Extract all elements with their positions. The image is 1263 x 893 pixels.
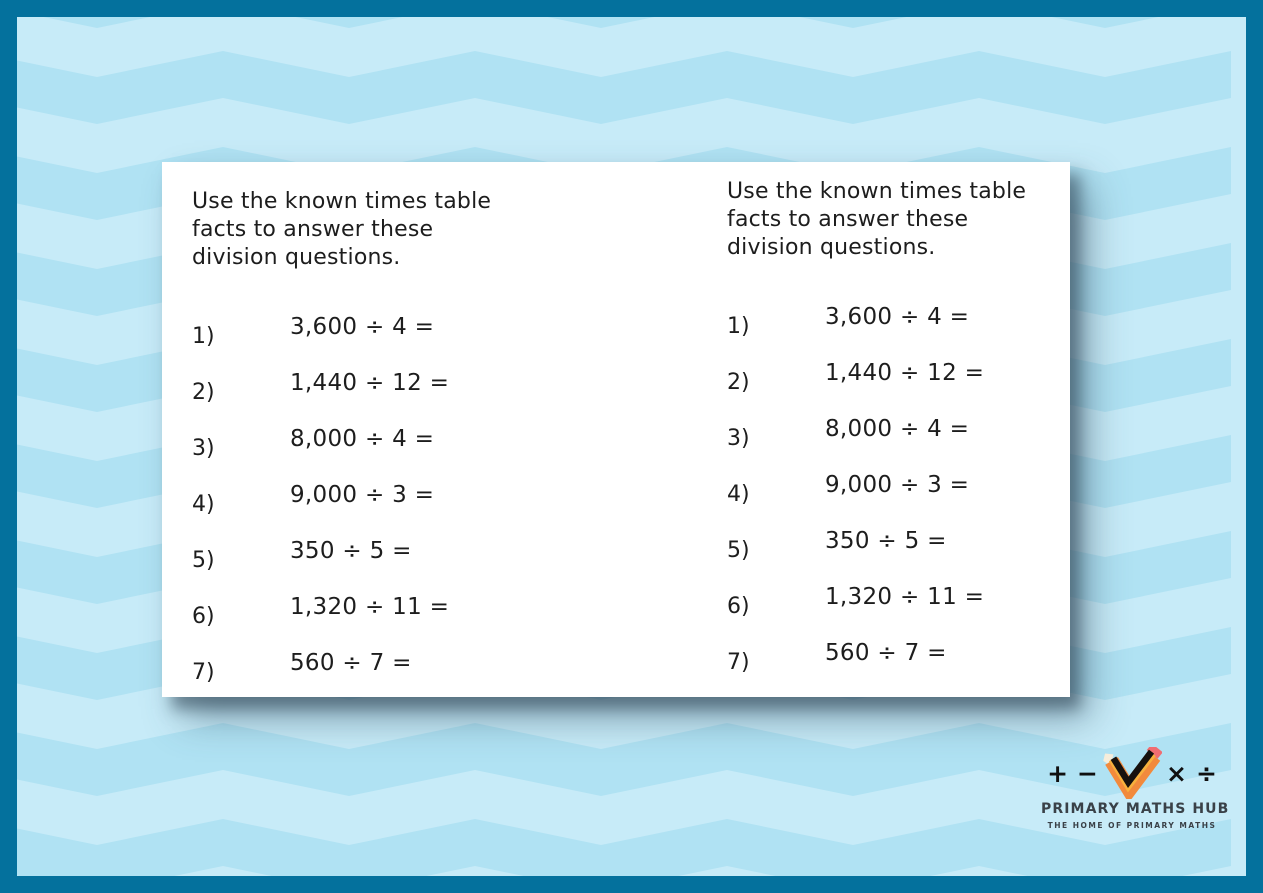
question-expression: 9,000 ÷ 3 = bbox=[290, 482, 435, 508]
instructions-line: facts to answer these bbox=[192, 217, 434, 242]
question-expression: 3,600 ÷ 4 = bbox=[290, 314, 435, 340]
question-expression: 560 ÷ 7 = bbox=[290, 650, 412, 676]
question-number: 5) bbox=[727, 538, 750, 563]
question-number: 2) bbox=[727, 370, 750, 395]
question-expression: 350 ÷ 5 = bbox=[825, 528, 947, 554]
question-expression: 8,000 ÷ 4 = bbox=[825, 416, 970, 442]
times-icon: × bbox=[1166, 758, 1187, 788]
divide-icon: ÷ bbox=[1195, 758, 1217, 788]
plus-icon: + bbox=[1047, 758, 1069, 788]
question-list-left bbox=[192, 302, 612, 694]
logo-title: PRIMARY MATHS HUB bbox=[1041, 801, 1230, 817]
question-row bbox=[727, 292, 1147, 348]
question-number: 7) bbox=[727, 650, 750, 675]
instructions-line: division questions. bbox=[727, 235, 936, 260]
question-row bbox=[192, 302, 612, 358]
question-row bbox=[192, 414, 612, 470]
question-number: 7) bbox=[192, 660, 215, 685]
question-number: 4) bbox=[192, 492, 215, 517]
question-number: 5) bbox=[192, 548, 215, 573]
question-expression: 1,320 ÷ 11 = bbox=[290, 594, 450, 620]
logo-tagline: THE HOME OF PRIMARY MATHS bbox=[1047, 821, 1217, 830]
question-number: 6) bbox=[727, 594, 750, 619]
question-row bbox=[192, 526, 612, 582]
question-number: 3) bbox=[727, 426, 750, 451]
question-row bbox=[727, 460, 1147, 516]
question-number: 3) bbox=[192, 436, 215, 461]
question-expression: 1,440 ÷ 12 = bbox=[290, 370, 450, 396]
instructions-line: division questions. bbox=[192, 245, 401, 270]
question-number: 1) bbox=[192, 324, 215, 349]
question-row bbox=[192, 470, 612, 526]
instructions-left bbox=[192, 188, 491, 272]
question-number: 6) bbox=[192, 604, 215, 629]
question-row bbox=[192, 358, 612, 414]
question-row bbox=[192, 582, 612, 638]
worksheet-card bbox=[162, 162, 1070, 697]
pencil-check-icon bbox=[1102, 747, 1162, 799]
instructions-line: facts to answer these bbox=[727, 207, 969, 232]
question-number: 2) bbox=[192, 380, 215, 405]
primary-maths-hub-logo bbox=[1041, 747, 1230, 830]
instructions-line: Use the known times table bbox=[727, 179, 1027, 204]
question-number: 4) bbox=[727, 482, 750, 507]
question-row bbox=[192, 638, 612, 694]
question-expression: 1,440 ÷ 12 = bbox=[825, 360, 985, 386]
question-expression: 350 ÷ 5 = bbox=[290, 538, 412, 564]
question-row bbox=[727, 628, 1147, 684]
minus-icon: − bbox=[1077, 758, 1098, 788]
question-expression: 9,000 ÷ 3 = bbox=[825, 472, 970, 498]
instructions-line: Use the known times table bbox=[192, 189, 492, 214]
question-expression: 8,000 ÷ 4 = bbox=[290, 426, 435, 452]
question-expression: 3,600 ÷ 4 = bbox=[825, 304, 970, 330]
logo-symbols-row bbox=[1041, 747, 1223, 799]
question-number: 1) bbox=[727, 314, 750, 339]
question-expression: 1,320 ÷ 11 = bbox=[825, 584, 985, 610]
question-row bbox=[727, 404, 1147, 460]
question-row bbox=[727, 516, 1147, 572]
chevron-background bbox=[17, 17, 1246, 876]
question-row bbox=[727, 572, 1147, 628]
question-row bbox=[727, 348, 1147, 404]
question-list-right bbox=[727, 292, 1147, 684]
question-expression: 560 ÷ 7 = bbox=[825, 640, 947, 666]
instructions-right bbox=[727, 178, 1026, 262]
